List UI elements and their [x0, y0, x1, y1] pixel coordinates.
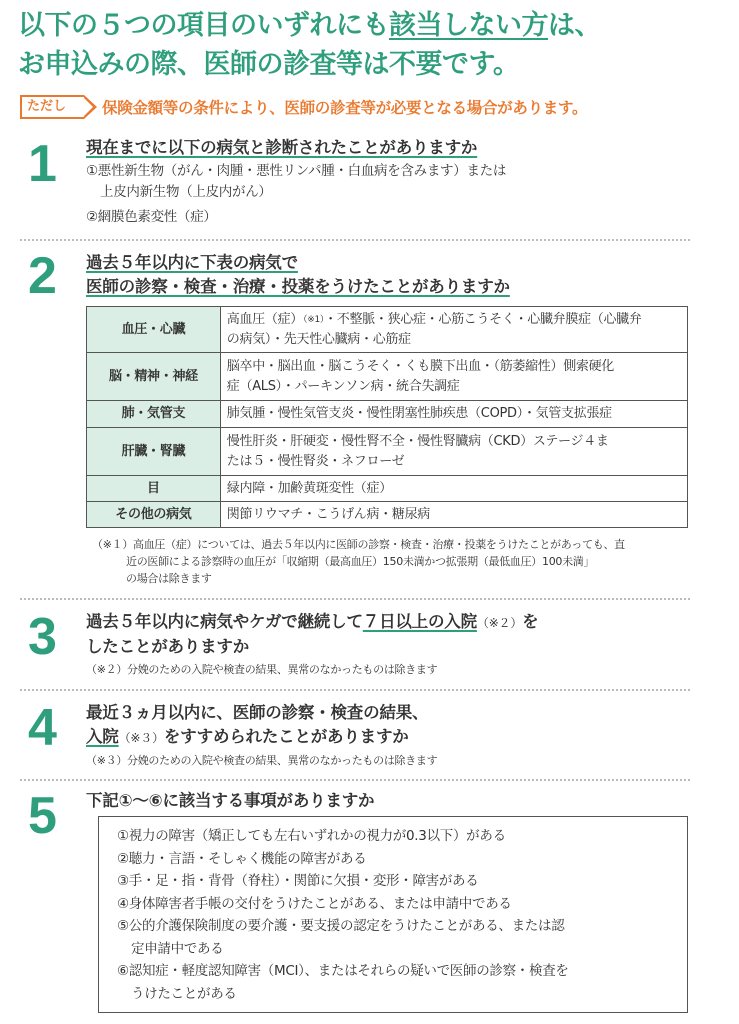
- headline-emphasis: 該当しない方: [389, 10, 548, 41]
- value-text: 症（ALS）・パーキンソン病・統合失調症: [226, 378, 460, 394]
- section-2-question-line-1: [86, 251, 510, 275]
- tadashi-arrow-badge: [20, 95, 84, 119]
- value-text: ・不整脈・狭心症・心筋こうそく・心臓弁膜症（心臓弁: [324, 311, 642, 327]
- footnote-1-line-3: の場合は除きます: [126, 572, 212, 585]
- table-row: [87, 502, 688, 528]
- footnote-3: （※３）分娩のための入院や検査の結果、異常のなかったものは除きます: [86, 754, 438, 767]
- divider-1: [20, 239, 690, 241]
- table-category: 肝臓・腎臓: [87, 428, 221, 476]
- table-value: [220, 353, 687, 401]
- list-item: ②聴力・言語・そしゃく機能の障害がある: [117, 850, 367, 867]
- footnote-1-line-2: 近の医師による診察時の血圧が「収縮期（最高血圧）150未満かつ拡張期（最低血圧）100未満」: [126, 555, 595, 568]
- section-3-question-emphasis: ７日以上の入院: [362, 612, 477, 631]
- footnote-1: [92, 536, 692, 587]
- section-2-question-text-1: 過去５年以内に下表の病気で: [86, 253, 298, 272]
- footnote-1-line-1: （※１）高血圧（症）については、過去５年以内に医師の診察・検査・治療・投薬をうけたことがあっても、直: [92, 538, 625, 551]
- section-4-number: 4: [28, 699, 57, 757]
- section-1-question-text: 現在までに以下の病気と診断されたことがありますか: [86, 138, 478, 157]
- table-category: 肺・気管支: [87, 401, 221, 428]
- disease-table: [86, 306, 688, 528]
- table-value: [220, 476, 687, 502]
- table-category: 目: [87, 476, 221, 502]
- value-text: 高血圧（症）: [226, 311, 303, 327]
- table-category: その他の病気: [87, 502, 221, 528]
- table-row: [87, 401, 688, 428]
- value-text: 慢性肝炎・肝硬変・慢性腎不全・慢性腎臓病（CKD）ステージ４ま: [226, 433, 609, 449]
- value-text: 関節リウマチ・こうげん病・糖尿病: [226, 506, 430, 522]
- section-5-number: 5: [28, 787, 57, 845]
- table-value: [220, 428, 687, 476]
- table-value: [220, 502, 687, 528]
- list-item: ⑥認知症・軽度認知障害（MCI）、またはそれらの疑いで医師の診察・検査を: [117, 963, 569, 979]
- section-2-question-line-2: [86, 275, 510, 299]
- divider-4: [20, 779, 690, 781]
- section-2-question: [86, 251, 510, 299]
- section-4-question-line-2: [86, 725, 428, 750]
- value-text: 肺気腫・慢性気管支炎・慢性閉塞性肺疾患（COPD）・気管支拡張症: [226, 406, 612, 421]
- list-item: 定申請中である: [131, 940, 224, 957]
- value-text: たは５・慢性腎炎・ネフローゼ: [226, 453, 405, 469]
- headline-text-c: は、: [548, 10, 601, 41]
- headline-text-a: 以下の５つの項目のいずれにも: [18, 10, 389, 41]
- footnote-ref: （※３）: [118, 731, 164, 745]
- note-text: 保険金額等の条件により、医師の診査等が必要となる場合があります。: [102, 99, 588, 117]
- section-4-question-text: をすすめられたことがありますか: [163, 727, 409, 746]
- section-5-question: 下記①〜⑥に該当する事項がありますか: [86, 791, 375, 810]
- table-row: [87, 307, 688, 353]
- section-1-number: 1: [28, 135, 57, 193]
- table-value: [220, 401, 687, 428]
- table-category: 脳・精神・神経: [87, 353, 221, 401]
- note-row: [20, 94, 587, 120]
- section-1-line-3: ②網膜色素変性（症）: [86, 209, 217, 225]
- section-5-box: [98, 816, 688, 1013]
- table-category: 血圧・心臓: [87, 307, 221, 353]
- value-text: 脳卒中・脳出血・脳こうそく・くも膜下出血・（筋萎縮性）側索硬化: [226, 358, 614, 374]
- footnote-ref: （※２）: [476, 616, 523, 630]
- headline-line-1: [18, 6, 733, 45]
- footnote-ref: （※1）: [303, 314, 325, 325]
- section-1-body: [86, 161, 506, 228]
- value-text: 緑内障・加齢黄斑変性（症）: [226, 480, 392, 496]
- section-3-question-text: を: [522, 612, 539, 631]
- list-item: ④身体障害者手帳の交付をうけたことがある、または申請中である: [117, 895, 512, 912]
- divider-2: [20, 598, 690, 600]
- section-1-line-1: ①悪性新生物（がん・肉腫・悪性リンパ腫・白血病を含みます）または: [86, 163, 507, 179]
- section-3-question-line-2: したことがありますか: [86, 637, 250, 656]
- divider-3: [20, 689, 690, 691]
- section-1-line-2: 上皮内新生物（上皮内がん）: [100, 184, 272, 200]
- headline: [18, 6, 733, 84]
- section-3-question: [86, 610, 538, 659]
- tadashi-label: ただし: [27, 99, 67, 114]
- section-4-question: [86, 701, 428, 750]
- section-4-question-emphasis: 入院: [86, 727, 119, 746]
- section-2-question-text-2: 医師の診察・検査・治療・投薬をうけたことがありますか: [86, 277, 510, 296]
- section-3-number: 3: [28, 608, 57, 666]
- section-4-question-line-1: 最近３ヵ月以内に、医師の診察・検査の結果、: [86, 703, 429, 722]
- table-value: [220, 307, 687, 353]
- list-item: うけたことがある: [131, 985, 237, 1002]
- section-3-question-line-1: [86, 610, 538, 635]
- list-item: ①視力の障害（矯正しても左右いずれかの視力が0.3以下）がある: [117, 828, 506, 844]
- list-item: ⑤公的介護保険制度の要介護・要支援の認定をうけたことがある、または認: [117, 918, 565, 934]
- list-item: ③手・足・指・背骨（脊柱）・関節に欠損・変形・障害がある: [117, 873, 479, 889]
- section-2-number: 2: [28, 247, 57, 305]
- section-1-question: [86, 136, 477, 160]
- table-row: [87, 428, 688, 476]
- value-text: の病気）・先天性心臓病・心筋症: [226, 331, 411, 347]
- table-row: [87, 353, 688, 401]
- headline-line-2: お申込みの際、医師の診査等は不要です。: [18, 49, 520, 80]
- section-3-question-text: 過去５年以内に病気やケガで継続して: [86, 612, 363, 631]
- table-row: [87, 476, 688, 502]
- footnote-2: （※２）分娩のための入院や検査の結果、異常のなかったものは除きます: [86, 663, 438, 676]
